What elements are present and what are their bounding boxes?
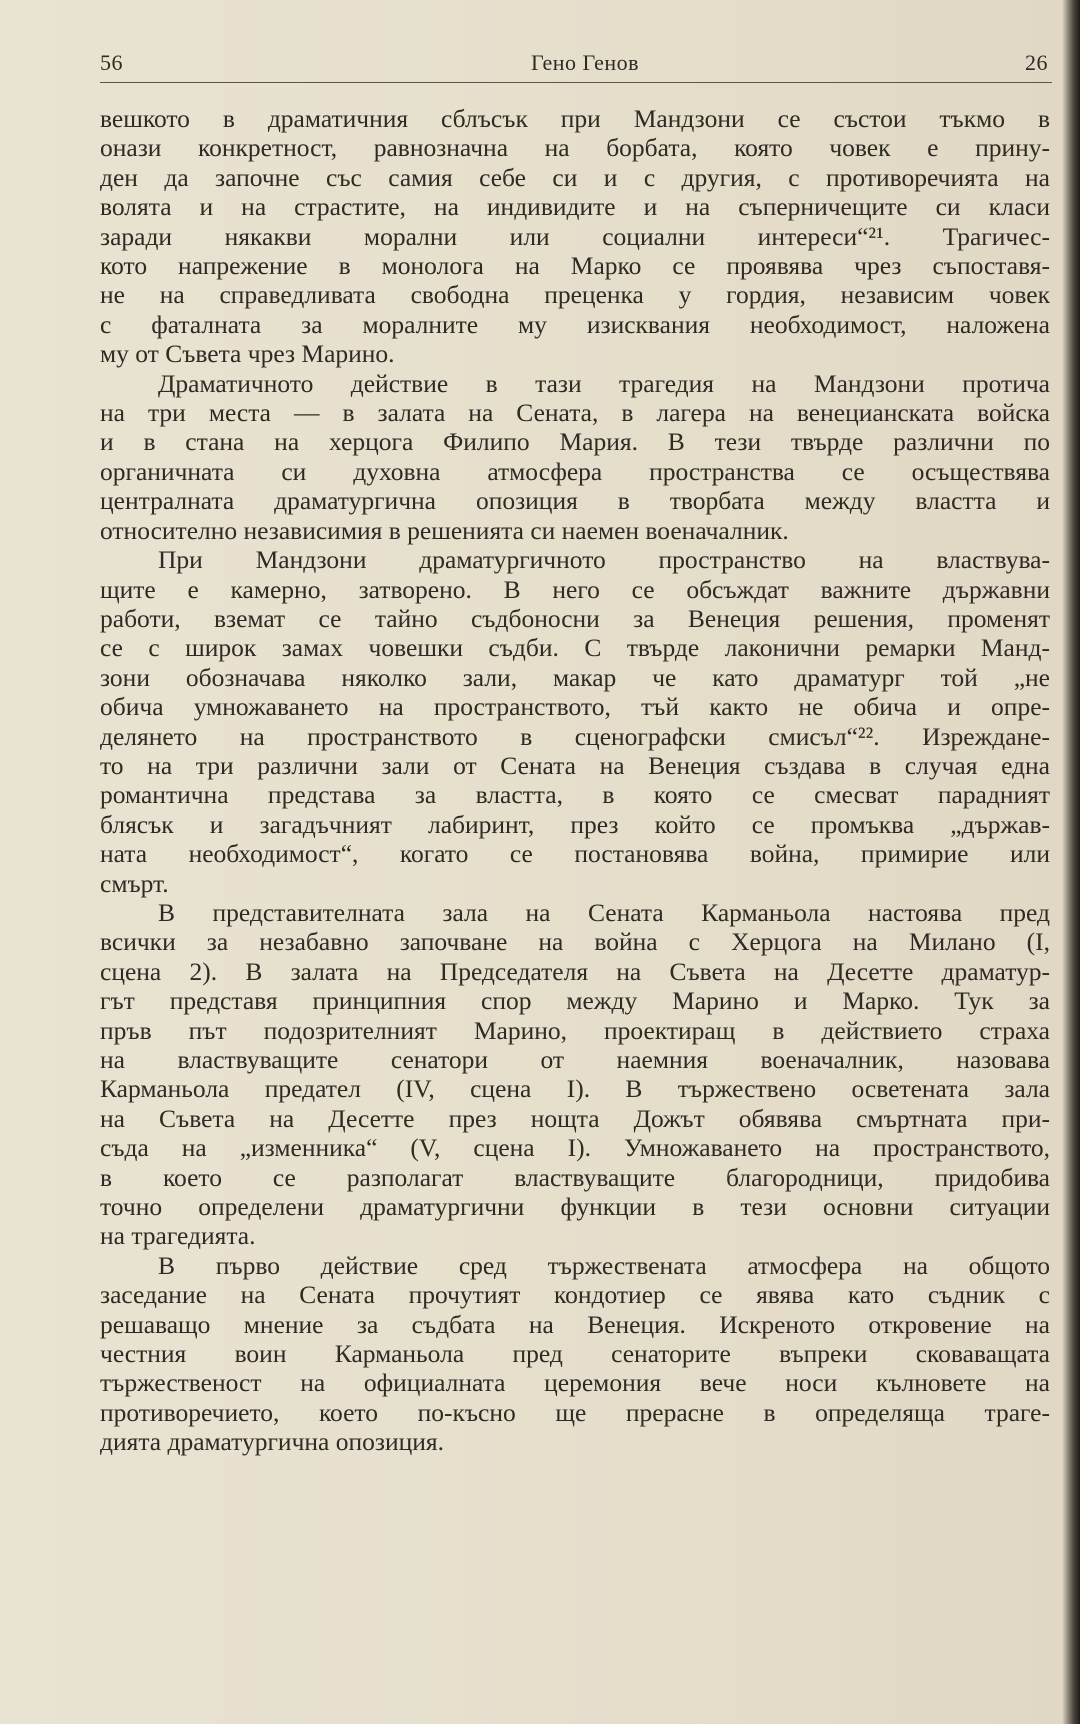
- text-line: онази конкретност, равнозначна на борбата, която човек е прину-: [100, 133, 1050, 163]
- paragraph: [100, 898, 1050, 1251]
- page-header: [100, 50, 1050, 80]
- text-line: вешкото в драматичния сблъсък при Мандзони се състои тъкмо в: [100, 104, 1050, 133]
- text-line: тържественост на официалната церемония вече носи кълновете на: [100, 1368, 1050, 1398]
- text-line: точно определени драматургични функции в тези основни ситуации: [100, 1192, 1050, 1222]
- text-line: В първо действие сред тържествената атмосфера на общото: [158, 1250, 1050, 1280]
- text-line: честния воин Карманьола пред сенаторите въпреки сковаващата: [100, 1339, 1050, 1369]
- paragraph: [100, 369, 1050, 545]
- text-line: ден да започне със самия себе си и с другия, с противоречията на: [100, 162, 1050, 192]
- text-line: зони обозначава няколко зали, макар че като драматург той „не: [100, 662, 1050, 692]
- text-line: Карманьола предател (IV, сцена I). В тържествено осветената зала: [100, 1074, 1050, 1104]
- text-line: се с широк замах човешки съдби. С твърде лаконични ремарки Манд-: [100, 633, 1050, 663]
- text-line: му от Съвета чрез Марино.: [100, 339, 395, 369]
- text-line: решаващо мнение за съдбата на Венеция. Искреното откровение на: [100, 1309, 1050, 1339]
- header-rule: [100, 82, 1052, 83]
- paragraph: [100, 545, 1050, 898]
- text-line: с фаталната за моралните му изисквания необходимост, наложена: [100, 309, 1050, 339]
- text-line: щите е камерно, затворено. В него се обсъждат важните държавни: [100, 574, 1050, 604]
- text-line: съда на „изменника“ (V, сцена I). Умножаването на пространството,: [100, 1133, 1050, 1163]
- text-line: заседание на Сената прочутият кондотиер се явява като съдник с: [100, 1280, 1050, 1310]
- text-line: дията драматургична опозиция.: [100, 1427, 445, 1457]
- paragraph: [100, 1251, 1050, 1457]
- text-line: кото напрежение в монолога на Марко се проявява чрез съпоставя-: [100, 251, 1050, 281]
- paragraph: [100, 104, 1050, 369]
- text-line: и в стана на херцога Филипо Мария. В тези твърде различни по: [100, 427, 1050, 457]
- text-line: то на три различни зали от Сената на Венеция създава в случая една: [100, 750, 1050, 780]
- text-line: гът представя принципния спор между Марино и Марко. Тук за: [100, 986, 1050, 1016]
- text-line: на три места — в залата на Сената, в лагера на венецианската войска: [100, 398, 1050, 428]
- text-line: сцена 2). В залата на Председателя на Съвета на Десетте драматур-: [100, 956, 1050, 986]
- text-line: централната драматургична опозиция в творбата между властта и: [100, 486, 1050, 516]
- text-line: делянето на пространството в сценографски смисъл“²². Изреждане-: [100, 721, 1050, 751]
- edge-page-number: 26: [1025, 50, 1048, 75]
- text-line: относително независимия в решенията си наемен военачалник.: [100, 515, 789, 545]
- text-line: обича умножаването на пространството, тъй както не обича и опре-: [100, 692, 1050, 722]
- text-line: смърт.: [100, 868, 169, 898]
- text-line: на властвуващите сенатори от наемния военачалник, назовава: [100, 1045, 1050, 1074]
- text-line: В представителната зала на Сената Карманьола настоява пред: [158, 897, 1050, 927]
- text-line: При Мандзони драматургичното пространство на властвува-: [158, 545, 1050, 575]
- text-line: романтична представа за властта, в която се смесват парадният: [100, 780, 1050, 810]
- text-line: в което се разполагат властвуващите благородници, придобива: [100, 1162, 1050, 1192]
- text-line: на Съвета на Десетте през нощта Дожът обявява смъртната при-: [100, 1103, 1050, 1133]
- text-line: органичната си духовна атмосфера пространства се осъществява: [100, 456, 1050, 486]
- text-line: противоречието, което по-късно ще прерасне в определяща траге-: [100, 1397, 1050, 1427]
- text-line: волята и на страстите, на индивидите и на съперничещите си класи: [100, 192, 1050, 222]
- text-line: на трагедията.: [100, 1221, 256, 1251]
- text-line: не на справедливата свободна преценка у гордия, независим човек: [100, 280, 1050, 310]
- running-head: Гено Генов: [530, 50, 640, 75]
- page-number: 56: [100, 50, 123, 75]
- text-line: Драматичното действие в тази трагедия на Мандзони протича: [158, 368, 1050, 398]
- text-line: ната необходимост“, когато се постановява война, примирие или: [100, 839, 1050, 869]
- text-line: работи, вземат се тайно съдбоносни за Венеция решения, променят: [100, 603, 1050, 633]
- text-line: заради някакви морални или социални интереси“²¹. Трагичес-: [100, 221, 1050, 251]
- page-edge-shadow: [1062, 0, 1080, 1724]
- text-line: блясък и загадъчният лабиринт, през който се промъква „държав-: [100, 809, 1050, 839]
- body-text: [100, 104, 1050, 1457]
- text-line: пръв път подозрителният Марино, проектиращ в действието страха: [100, 1015, 1050, 1045]
- text-line: всички за незабавно започване на война с Херцога на Милано (I,: [100, 927, 1050, 957]
